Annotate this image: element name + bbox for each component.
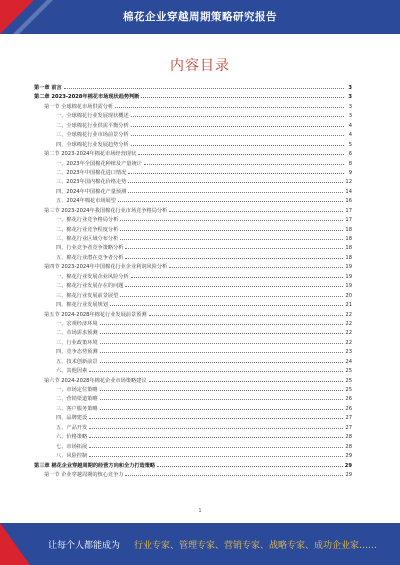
toc-entry-page: 20 [345,292,352,299]
toc-leader-dots [125,254,343,259]
toc-entry[interactable] [34,84,352,93]
toc-entry-label: 第三章 棉花企业穿越周期的经营方向和全力打造策略 [34,462,156,469]
toc-entry[interactable] [34,188,352,197]
toc-entry[interactable] [34,377,352,386]
toc-leader-dots [100,329,344,334]
toc-entry-page: 19 [345,273,352,280]
toc-entry[interactable] [34,395,352,404]
toc-entry-label: 二、全球棉花行业供需平衡分析 [56,122,129,129]
toc-entry-label: 七、市场拓展 [56,443,88,450]
toc-entry-page: 29 [345,453,352,460]
toc-leader-dots [131,112,344,117]
toc-entry-page: 29 [345,471,352,478]
toc-entry-page: 22 [345,330,352,337]
toc-leader-dots [115,103,344,108]
toc-entry-label: 四、全球棉花行业发展趋势分析 [56,141,129,148]
toc-entry-page: 27 [345,424,352,431]
toc-entry[interactable] [34,348,352,357]
toc-entry-label: 一、2023年全国棉花种植及产量统计 [56,160,142,167]
toc-entry[interactable] [34,471,352,480]
toc-leader-dots [120,235,343,240]
toc-entry-label: 第三节 2023-2024年我国棉花行业市场竞争格局分析 [44,207,168,214]
toc-entry[interactable] [34,122,352,131]
toc-entry[interactable] [34,226,352,235]
toc-entry-page: 28 [345,434,352,441]
toc-entry[interactable] [34,150,352,159]
toc-entry-label: 四、棉花行业发展规划 [56,302,108,309]
toc-entry-label: 二、营销渠道策略 [56,396,98,403]
toc-entry[interactable] [34,339,352,348]
toc-leader-dots [125,471,343,476]
toc-leader-dots [149,311,344,316]
toc-leader-dots [100,320,344,325]
toc-entry-label: 五、技术创新前景 [56,358,98,365]
toc-leader-dots [120,292,343,297]
toc-leader-dots [125,282,343,287]
page-number: 1 [198,508,202,514]
toc-leader-dots [89,367,343,372]
toc-entry[interactable] [34,273,352,282]
toc-entry-label: 六、价格策略 [56,434,88,441]
toc-entry-label: 五、2024年棉花市场展望 [56,198,116,205]
toc-entry-label: 八、风险控制 [56,453,88,460]
toc-leader-dots [64,84,344,89]
toc-leader-dots [149,377,344,382]
toc-leader-dots [131,122,344,127]
toc-entry-label: 三、行业政策环境 [56,339,98,346]
toc-entry-page: 3 [348,94,352,101]
toc-entry[interactable] [34,197,352,206]
toc-entry-page: 22 [345,339,352,346]
toc-entry-label: 第六节 2024-2028年棉花企业市场策略建议 [44,377,147,384]
toc-leader-dots [141,93,344,98]
toc-entry-page: 21 [345,302,352,309]
toc-leader-dots [157,462,343,467]
toc-entry-label: 第一节 企业穿越周期的核心竞争力 [44,471,124,478]
toc-entry-label: 三、客户服务策略 [56,405,98,412]
toc-entry-label: 第一节 全球棉花市场供需分析 [44,103,114,110]
toc-entry[interactable] [34,405,352,414]
toc-entry[interactable] [34,386,352,395]
toc-entry-label: 四、竞争态势预测 [56,349,98,356]
toc-entry-label: 四、品牌建设 [56,415,88,422]
toc-entry-label: 五、棉花行业潜在竞争者分析 [56,254,124,261]
toc-entry-label: 一、棉花行业发展企业风险分析 [56,273,129,280]
toc-entry[interactable] [34,244,352,253]
toc-entry-page: 24 [345,358,352,365]
toc-entry[interactable] [34,292,352,301]
toc-leader-dots [131,131,344,136]
toc-entry[interactable] [34,216,352,225]
toc-entry[interactable] [34,320,352,329]
toc-leader-dots [131,141,344,146]
toc-entry-label: 五、产品开发 [56,424,88,431]
toc-entry-label: 六、其他因素 [56,368,88,375]
toc-entry[interactable] [34,282,352,291]
toc-leader-dots [110,301,344,306]
toc-leader-dots [131,273,344,278]
toc-leader-dots [128,188,343,193]
toc-leader-dots [89,443,343,448]
toc-entry[interactable] [34,311,352,320]
toc-entry[interactable] [34,263,352,272]
toc-leader-dots [169,263,343,268]
footer-tagline [48,538,377,551]
toc-entry-label: 第五节 2024-2028年棉花行业发展前景预测 [44,311,147,318]
toc-entry[interactable] [34,424,352,433]
table-of-contents [34,84,352,480]
toc-entry-page: 16 [345,198,352,205]
report-header [0,0,400,34]
toc-entry-label: 第一章 前言 [34,85,62,91]
toc-leader-dots [100,348,344,353]
toc-entry[interactable] [34,103,352,112]
toc-entry-page: 25 [345,387,352,393]
toc-entry-page: 18 [345,236,352,242]
toc-entry[interactable] [34,254,352,263]
toc-leader-dots [120,226,343,231]
toc-entry-page: 23 [345,349,352,356]
toc-entry[interactable] [34,141,352,150]
toc-leader-dots [89,414,343,419]
toc-entry-page: 18 [345,226,352,233]
toc-entry[interactable] [34,329,352,338]
toc-entry-page: 26 [345,396,352,403]
toc-entry-label: 二、棉花行业发展存在的问题 [56,283,124,290]
toc-entry[interactable] [34,207,352,216]
toc-entry[interactable] [34,443,352,452]
toc-entry-label: 第二章 2023-2028年棉花市场现状趋势判断 [34,94,140,101]
toc-entry-page: 12 [345,179,352,186]
report-footer [0,523,400,565]
toc-entry-page: 18 [345,254,352,261]
toc-leader-dots [89,452,343,457]
toc-leader-dots [89,433,343,438]
toc-leader-dots [100,386,344,391]
report-title: 棉花企业穿越周期策略研究报告 [123,11,277,23]
toc-entry-page: 17 [345,217,352,224]
toc-entry[interactable] [34,131,352,140]
toc-entry-page: 4 [348,132,352,139]
toc-entry[interactable] [34,452,352,461]
toc-leader-dots [138,150,344,155]
toc-leader-dots [169,207,343,212]
toc-entry-page: 9 [348,169,352,176]
toc-entry-label: 三、棉花行业区域分布分析 [56,236,119,242]
toc-leader-dots [100,339,344,344]
toc-leader-dots [120,216,343,221]
toc-entry[interactable] [34,235,352,244]
toc-leader-dots [89,424,343,429]
toc-entry-label: 三、全球棉花行业市场前景分析 [56,132,129,139]
toc-leader-dots [118,197,344,202]
toc-leader-dots [125,244,343,249]
toc-leader-dots [100,405,344,410]
toc-entry-page: 22 [345,320,352,327]
toc-entry-label: 一、宏观经济环境 [56,320,98,327]
toc-entry-label: 第四节 2023-2024年中国棉花行业企业利润风险分析 [44,264,168,271]
toc-entry-label: 三、棉花行业发展前景展望 [56,292,119,299]
toc-entry-page: 8 [348,160,352,167]
toc-leader-dots [128,178,343,183]
toc-entry-label: 二、2023年中国棉花进口情况 [56,169,127,176]
toc-entry-page: 25 [345,368,352,375]
toc-entry-page: 29 [344,462,352,469]
toc-entry[interactable] [34,93,352,102]
footer-text: 让每个人都能成为 [48,541,121,551]
toc-leader-dots [100,358,344,363]
footer-red-corner [0,523,30,565]
toc-entry-page: 3 [348,113,352,120]
toc-entry[interactable] [34,367,352,376]
toc-entry-page: 5 [348,141,352,148]
toc-entry[interactable] [34,358,352,367]
footer-slogan: 行业专家、管理专家、营销专家、战略专家、成功企业家…… [134,541,378,551]
toc-entry-label: 二、市场需求预测 [56,330,98,337]
toc-entry-page: 3 [348,85,352,91]
toc-entry[interactable] [34,169,352,178]
toc-entry-page: 19 [345,283,352,290]
toc-entry[interactable] [34,301,352,310]
toc-entry-label: 一、全球棉花行业发展现状概述 [56,113,129,120]
toc-entry-page: 25 [345,377,352,384]
toc-entry-page: 4 [348,122,352,129]
toc-leader-dots [144,160,344,165]
toc-entry-page: 19 [345,264,352,271]
toc-entry[interactable] [34,414,352,423]
toc-entry[interactable] [34,112,352,121]
toc-entry-page: 26 [345,405,352,412]
toc-entry-page: 14 [345,188,352,195]
toc-entry[interactable] [34,160,352,169]
toc-entry-label: 四、2024年中国棉花产量预测 [56,188,127,195]
toc-leader-dots [128,169,344,174]
toc-entry-page: 22 [345,311,352,318]
toc-entry[interactable] [34,462,352,471]
toc-entry-label: 二、棉花行业竞争程度分析 [56,226,119,233]
toc-leader-dots [100,395,344,400]
toc-entry-label: 一、市场定位策略 [56,387,98,393]
toc-entry[interactable] [34,433,352,442]
toc-entry[interactable] [34,178,352,187]
toc-entry-label: 四、行业竞争者竞争策略分析 [56,245,124,252]
toc-entry-page: 3 [348,103,352,110]
toc-entry-page: 28 [345,443,352,450]
toc-entry-page: 27 [345,415,352,422]
toc-entry-label: 一、棉花行业竞争格局分析 [56,217,119,224]
toc-entry-page: 6 [348,151,352,158]
toc-entry-page: 18 [345,245,352,252]
toc-heading: 内容目录 [170,58,230,74]
toc-entry-label: 第二节 2023-2024年棉花市场经营现状 [44,151,137,158]
toc-entry-page: 17 [345,207,352,214]
toc-entry-label: 三、2023年国内棉花价格走势 [56,179,127,186]
